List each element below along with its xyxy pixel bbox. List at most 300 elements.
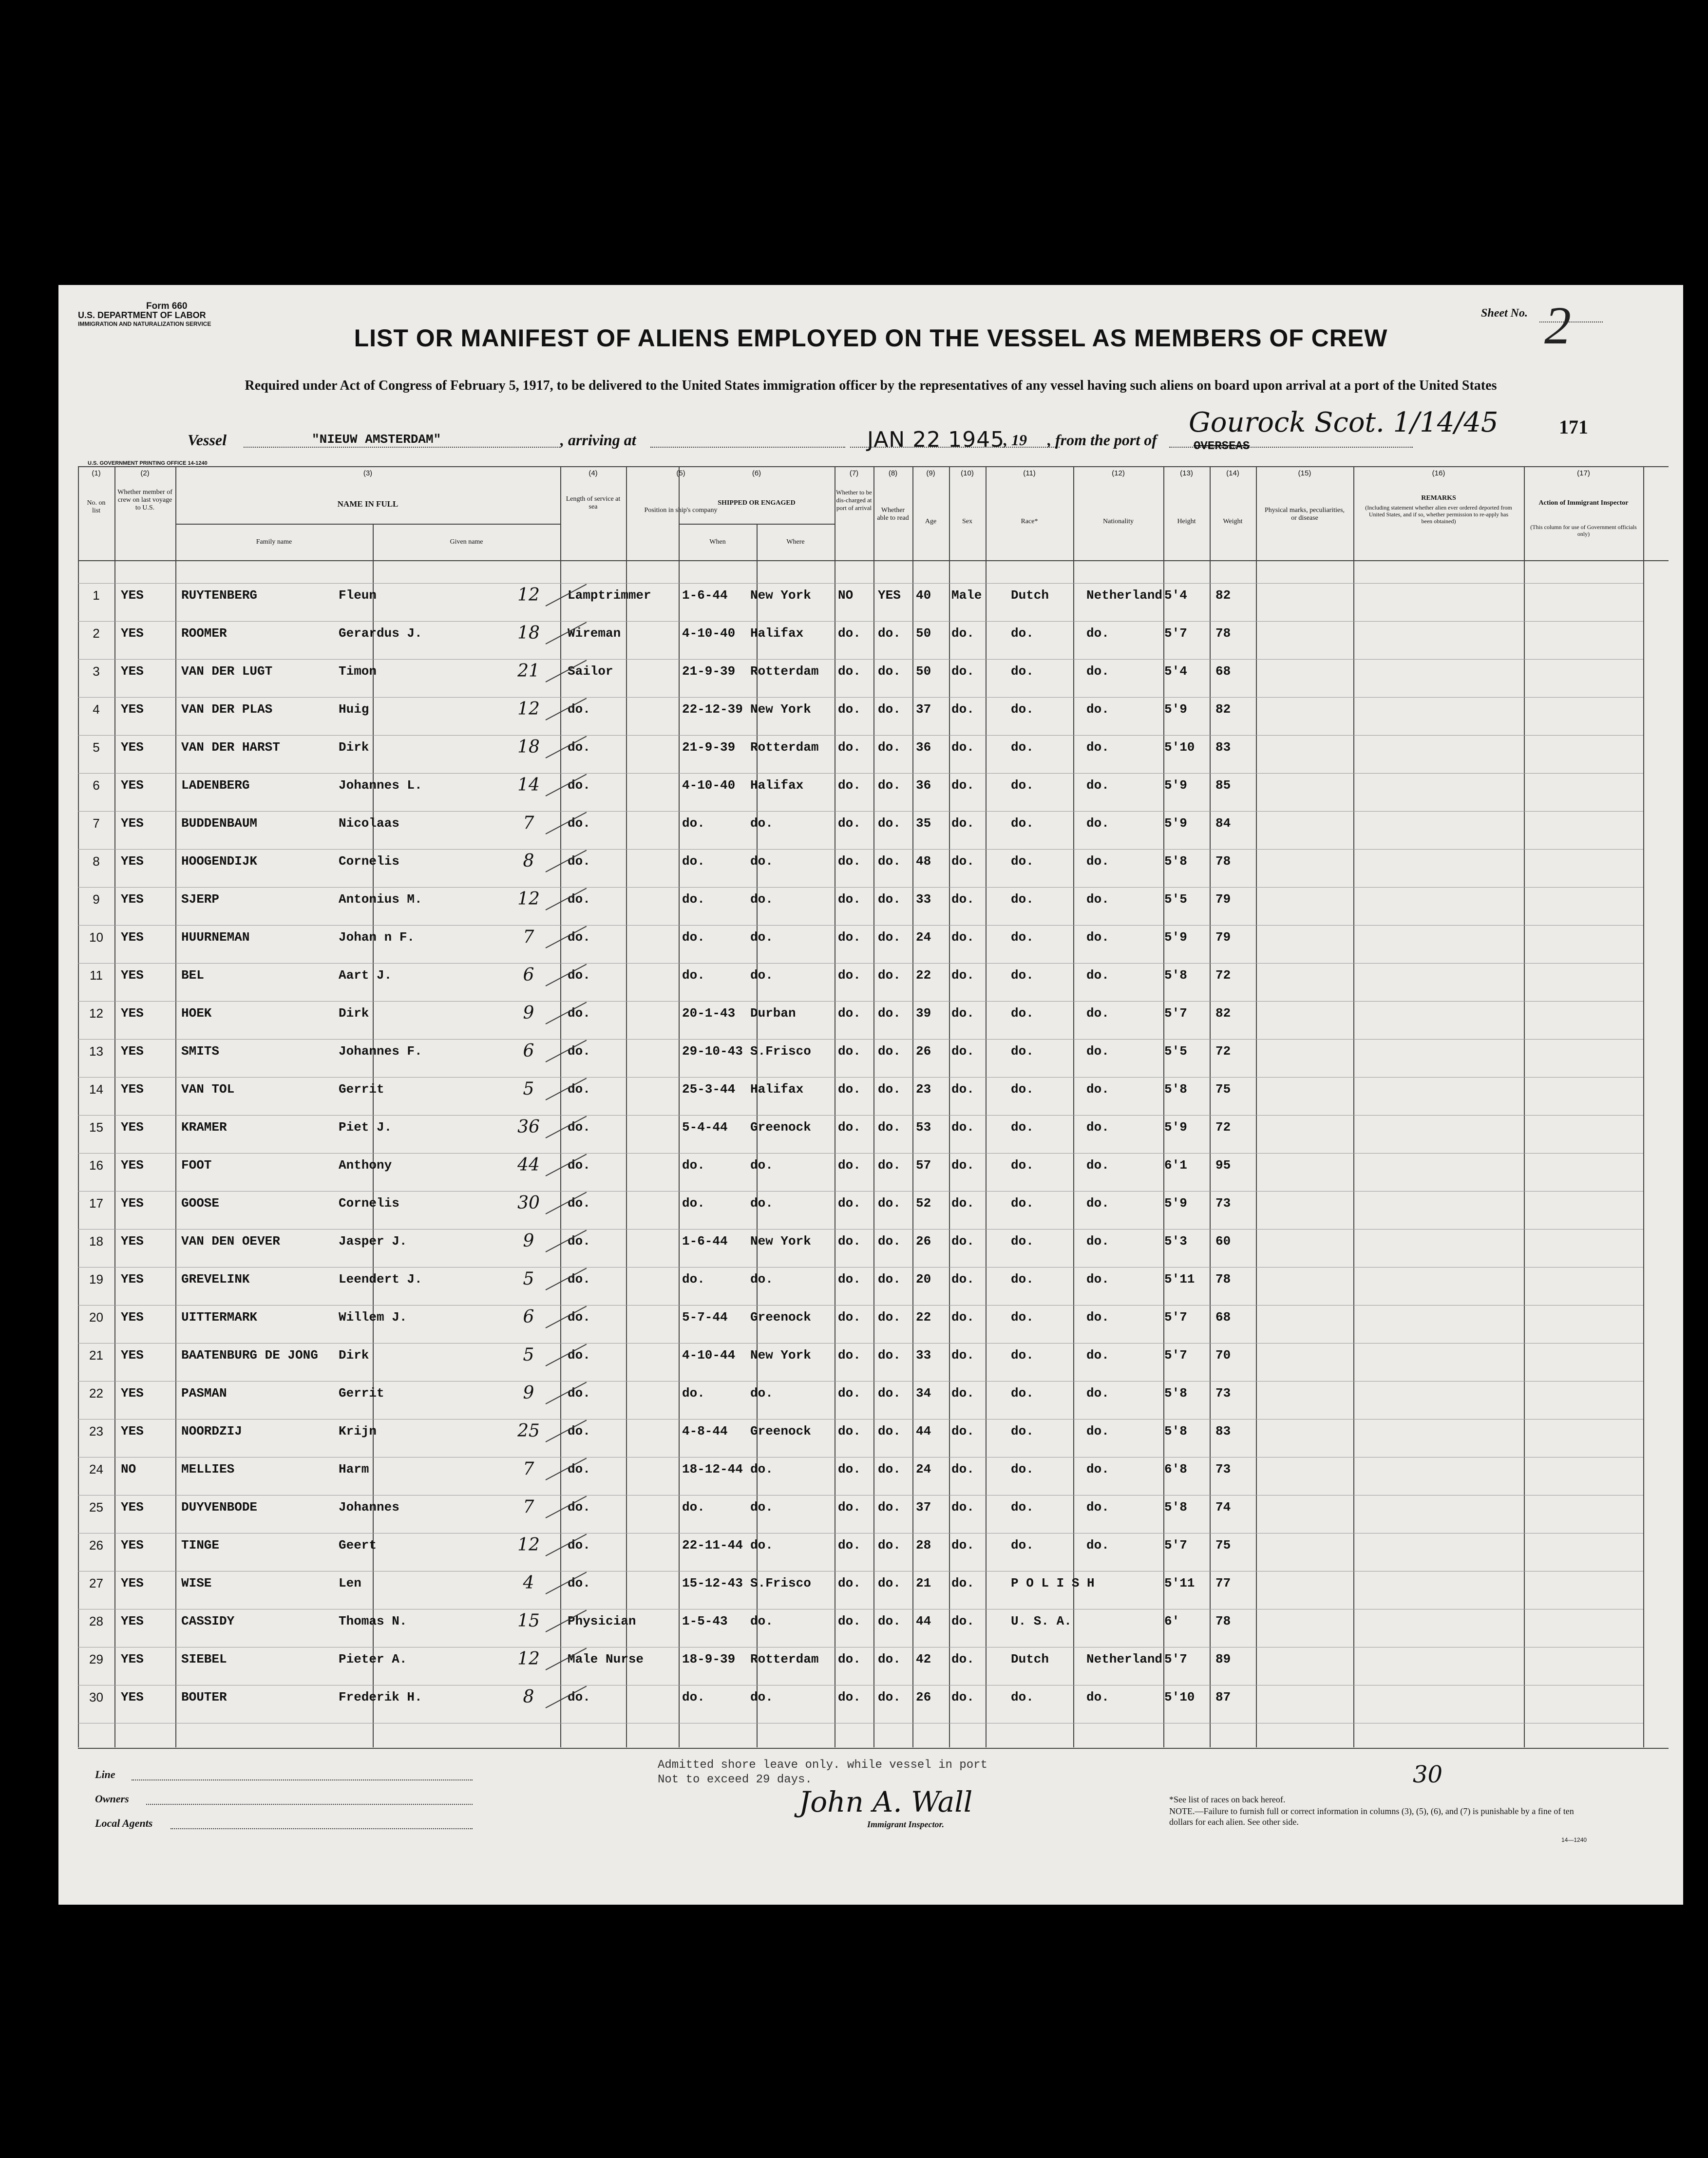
row-rule — [78, 697, 1643, 698]
cell-read: do. — [878, 1234, 901, 1249]
cell-race: do. — [1011, 1272, 1034, 1287]
cell-disch: do. — [838, 664, 861, 679]
row-rule — [78, 659, 1643, 660]
cell-where: Halifax — [750, 1082, 804, 1097]
cell-weight: 78 — [1215, 1614, 1231, 1628]
cell-age: 36 — [916, 740, 931, 755]
cell-when: 4-10-44 — [682, 1348, 736, 1363]
col14-num: (14) — [1226, 469, 1239, 477]
col1-num: (1) — [92, 469, 101, 477]
cell-height: 5'9 — [1164, 930, 1187, 945]
col17-subheader: (This column for use of Government officials only) — [1530, 524, 1637, 537]
cell-service: 12 — [517, 699, 540, 719]
cell-height: 5'8 — [1164, 1500, 1187, 1514]
cell-disch: do. — [838, 626, 861, 641]
cell-age: 24 — [916, 1462, 931, 1477]
col4-header: Length of service at sea — [566, 495, 621, 511]
cell-position: do. — [568, 1500, 590, 1514]
total-count: 30 — [1413, 1761, 1443, 1788]
cell-height: 5'7 — [1164, 1006, 1187, 1021]
cell-family: CASSIDY — [181, 1614, 235, 1628]
cell-height: 5'9 — [1164, 1196, 1187, 1211]
cell-race: Dutch — [1011, 588, 1049, 603]
cell-race: do. — [1011, 778, 1034, 793]
cell-when: do. — [682, 892, 705, 907]
cell-family: HOEK — [181, 1006, 212, 1021]
column-divider — [175, 466, 176, 1747]
cell-weight: 75 — [1215, 1082, 1231, 1097]
cell-crew: YES — [121, 1348, 144, 1363]
cell-race: do. — [1011, 1234, 1034, 1249]
cell-read: do. — [878, 1006, 901, 1021]
cell-age: 20 — [916, 1272, 931, 1287]
cell-weight: 89 — [1215, 1652, 1231, 1666]
cell-where: do. — [750, 854, 773, 869]
cell-where: Rotterdam — [750, 740, 819, 755]
cell-race: do. — [1011, 816, 1034, 831]
row-rule — [78, 583, 1643, 584]
cell-nat: do. — [1086, 968, 1109, 983]
cell-no: 14 — [89, 1082, 103, 1097]
cell-age: 57 — [916, 1158, 931, 1173]
cell-sex: do. — [951, 1538, 974, 1552]
cell-weight: 72 — [1215, 968, 1231, 983]
cell-where: Halifax — [750, 626, 804, 641]
cell-when: 21-9-39 — [682, 740, 736, 755]
cell-when: 25-3-44 — [682, 1082, 736, 1097]
col11-header: Race* — [1021, 518, 1038, 525]
cell-where: do. — [750, 968, 773, 983]
cell-race: do. — [1011, 1462, 1034, 1477]
cell-family: GREVELINK — [181, 1272, 250, 1287]
cell-where: Rotterdam — [750, 664, 819, 679]
cell-family: SJERP — [181, 892, 220, 907]
column-divider — [114, 466, 115, 1747]
cell-sex: do. — [951, 778, 974, 793]
vessel-label: Vessel — [188, 431, 227, 449]
cell-age: 39 — [916, 1006, 931, 1021]
row-rule — [78, 1191, 1643, 1192]
col3-family-header: Family name — [256, 538, 292, 546]
cell-height: 5'10 — [1164, 1690, 1195, 1704]
cell-nat: do. — [1086, 702, 1109, 717]
cell-service: 8 — [523, 851, 534, 871]
cell-family: BEL — [181, 968, 204, 983]
cell-height: 5'7 — [1164, 1310, 1187, 1325]
row-rule — [78, 849, 1643, 850]
cell-disch: do. — [838, 892, 861, 907]
cell-nat: do. — [1086, 930, 1109, 945]
cell-read: do. — [878, 968, 901, 983]
cell-given: Gerrit — [339, 1386, 384, 1401]
cell-service: 7 — [523, 1497, 534, 1517]
cell-height: 5'11 — [1164, 1576, 1195, 1590]
col6-num: (6) — [752, 469, 761, 477]
cell-race: P O L I S H — [1011, 1576, 1095, 1590]
cell-crew: YES — [121, 816, 144, 831]
cell-read: do. — [878, 1044, 901, 1059]
cell-service: 44 — [517, 1155, 540, 1175]
col7-num: (7) — [849, 469, 859, 477]
cell-when: do. — [682, 1158, 705, 1173]
cell-race: do. — [1011, 1044, 1034, 1059]
cell-position: do. — [568, 1196, 590, 1211]
cell-read: do. — [878, 1348, 901, 1363]
row-rule — [78, 963, 1643, 964]
cell-where: do. — [750, 816, 773, 831]
cell-given: Dirk — [339, 1006, 369, 1021]
line-label: Line — [95, 1768, 115, 1780]
cell-race: do. — [1011, 968, 1034, 983]
cell-family: BUDDENBAUM — [181, 816, 258, 831]
cell-disch: do. — [838, 1196, 861, 1211]
column-divider — [949, 466, 950, 1747]
cell-crew: YES — [121, 1652, 144, 1666]
cell-when: do. — [682, 1500, 705, 1514]
cell-when: 18-9-39 — [682, 1652, 736, 1666]
cell-when: 4-10-40 — [682, 626, 736, 641]
cell-nat: do. — [1086, 1082, 1109, 1097]
cell-age: 50 — [916, 626, 931, 641]
cell-weight: 82 — [1215, 588, 1231, 603]
cell-when: 4-10-40 — [682, 778, 736, 793]
cell-no: 6 — [93, 778, 100, 793]
cell-read: do. — [878, 664, 901, 679]
cell-crew: YES — [121, 664, 144, 679]
cell-family: UITTERMARK — [181, 1310, 258, 1325]
service-name: IMMIGRATION AND NATURALIZATION SERVICE — [78, 321, 211, 327]
cell-when: 1-6-44 — [682, 588, 728, 603]
col4-num: (4) — [588, 469, 598, 477]
cell-nat: do. — [1086, 664, 1109, 679]
cell-age: 44 — [916, 1424, 931, 1439]
col5-num: (5) — [676, 469, 685, 477]
col2-header: Whether member of crew on last voyage to U.S. — [117, 489, 172, 511]
sheet-label: Sheet No. — [1481, 307, 1528, 320]
cell-sex: do. — [951, 1310, 974, 1325]
cell-family: NOORDZIJ — [181, 1424, 242, 1439]
cell-height: 5'3 — [1164, 1234, 1187, 1249]
cell-race: do. — [1011, 1348, 1034, 1363]
cell-height: 6'8 — [1164, 1462, 1187, 1477]
cell-weight: 79 — [1215, 930, 1231, 945]
cell-nat: do. — [1086, 854, 1109, 869]
cell-read: do. — [878, 1082, 901, 1097]
col8-header: Whether able to read — [877, 507, 909, 522]
cell-no: 16 — [89, 1158, 103, 1173]
cell-race: Dutch — [1011, 1652, 1049, 1666]
cell-when: 4-8-44 — [682, 1424, 728, 1439]
cell-given: Antonius M. — [339, 892, 422, 907]
cell-disch: do. — [838, 1424, 861, 1439]
cell-crew: YES — [121, 740, 144, 755]
cell-sex: do. — [951, 1500, 974, 1514]
admitted-stamp-line2: Not to exceed 29 days. — [658, 1773, 812, 1786]
cell-crew: YES — [121, 1310, 144, 1325]
manifest-sheet — [58, 285, 1683, 1905]
cell-given: Geert — [339, 1538, 377, 1552]
cell-weight: 78 — [1215, 626, 1231, 641]
cell-race: do. — [1011, 892, 1034, 907]
cell-race: do. — [1011, 626, 1034, 641]
cell-family: SIEBEL — [181, 1652, 227, 1666]
cell-where: do. — [750, 1690, 773, 1704]
col14-header: Weight — [1223, 518, 1243, 525]
cell-no: 30 — [89, 1690, 103, 1704]
cell-service: 18 — [517, 737, 540, 757]
cell-position: Physician — [568, 1614, 636, 1628]
cell-race: do. — [1011, 1196, 1034, 1211]
cell-position: do. — [568, 1462, 590, 1477]
row-rule — [78, 1153, 1643, 1154]
cell-service: 7 — [523, 927, 534, 947]
cell-position: do. — [568, 1348, 590, 1363]
cell-crew: YES — [121, 702, 144, 717]
column-divider — [626, 466, 627, 1747]
cell-weight: 74 — [1215, 1500, 1231, 1514]
cell-sex: Male — [951, 588, 982, 603]
column-divider — [1643, 466, 1644, 1747]
cell-nat: do. — [1086, 1500, 1109, 1514]
cell-where: do. — [750, 1538, 773, 1552]
cell-race: do. — [1011, 702, 1034, 717]
cell-age: 26 — [916, 1690, 931, 1704]
cell-age: 34 — [916, 1386, 931, 1401]
cell-nat: do. — [1086, 1044, 1109, 1059]
cell-age: 36 — [916, 778, 931, 793]
row-rule — [78, 811, 1643, 812]
cell-disch: do. — [838, 1082, 861, 1097]
cell-no: 17 — [89, 1196, 103, 1211]
cell-weight: 68 — [1215, 1310, 1231, 1325]
cell-sex: do. — [951, 1348, 974, 1363]
cell-position: do. — [568, 892, 590, 907]
cell-age: 22 — [916, 968, 931, 983]
col17-num: (17) — [1577, 469, 1590, 477]
cell-crew: YES — [121, 1120, 144, 1135]
cell-sex: do. — [951, 740, 974, 755]
cell-read: do. — [878, 1500, 901, 1514]
cell-sex: do. — [951, 664, 974, 679]
cell-disch: do. — [838, 1158, 861, 1173]
cell-sex: do. — [951, 816, 974, 831]
cell-height: 5'10 — [1164, 740, 1195, 755]
cell-service: 9 — [523, 1231, 534, 1251]
page-subtitle: Required under Act of Congress of February 5, 1917, to be delivered to the United States immigration officer by the representatives of any vessel having such aliens on board upon arrival at a port of the United States — [245, 378, 1497, 393]
cell-disch: do. — [838, 740, 861, 755]
cell-race: do. — [1011, 1500, 1034, 1514]
row-rule — [78, 1001, 1643, 1002]
cell-sex: do. — [951, 892, 974, 907]
cell-family: HUURNEMAN — [181, 930, 250, 945]
cell-race: do. — [1011, 1158, 1034, 1173]
cell-position: do. — [568, 1006, 590, 1021]
cell-nat: do. — [1086, 1348, 1109, 1363]
col13-num: (13) — [1180, 469, 1193, 477]
cell-service: 15 — [517, 1611, 540, 1631]
cell-sex: do. — [951, 1424, 974, 1439]
cell-read: YES — [878, 588, 901, 603]
cell-disch: do. — [838, 1538, 861, 1552]
cell-given: Dirk — [339, 740, 369, 755]
cell-given: Krijn — [339, 1424, 377, 1439]
cell-weight: 83 — [1215, 740, 1231, 755]
cell-crew: YES — [121, 778, 144, 793]
cell-no: 21 — [89, 1348, 103, 1363]
cell-weight: 95 — [1215, 1158, 1231, 1173]
cell-nat: do. — [1086, 1462, 1109, 1477]
cell-read: do. — [878, 1158, 901, 1173]
col11-num: (11) — [1023, 469, 1036, 477]
cell-disch: NO — [838, 588, 854, 603]
cell-race: do. — [1011, 1082, 1034, 1097]
cell-service: 7 — [523, 813, 534, 833]
cell-read: do. — [878, 1614, 901, 1628]
cell-sex: do. — [951, 854, 974, 869]
cell-where: New York — [750, 588, 811, 603]
cell-height: 5'4 — [1164, 588, 1187, 603]
cell-no: 5 — [93, 740, 100, 755]
cell-given: Anthony — [339, 1158, 392, 1173]
cell-crew: YES — [121, 1234, 144, 1249]
cell-age: 22 — [916, 1310, 931, 1325]
cell-height: 5'5 — [1164, 892, 1187, 907]
row-rule — [78, 1115, 1643, 1116]
cell-sex: do. — [951, 1120, 974, 1135]
cell-height: 5'7 — [1164, 626, 1187, 641]
cell-disch: do. — [838, 1044, 861, 1059]
col1-header: No. on list — [87, 499, 106, 514]
cell-crew: YES — [121, 1386, 144, 1401]
cell-height: 5'11 — [1164, 1272, 1195, 1287]
cell-sex: do. — [951, 702, 974, 717]
cell-when: do. — [682, 854, 705, 869]
cell-given: Huig — [339, 702, 369, 717]
cell-read: do. — [878, 1386, 901, 1401]
column-divider — [912, 466, 913, 1747]
cell-read: do. — [878, 702, 901, 717]
cell-family: MELLIES — [181, 1462, 235, 1477]
cell-no: 22 — [89, 1386, 103, 1401]
cell-crew: YES — [121, 968, 144, 983]
cell-where: do. — [750, 892, 773, 907]
cell-no: 23 — [89, 1424, 103, 1439]
cell-where: do. — [750, 1272, 773, 1287]
cell-crew: YES — [121, 1196, 144, 1211]
cell-given: Piet J. — [339, 1120, 392, 1135]
cell-family: VAN DER HARST — [181, 740, 280, 755]
cell-nat: do. — [1086, 1272, 1109, 1287]
col7-header: Whether to be dis-charged at port of arrival — [836, 489, 872, 511]
column-divider — [1073, 466, 1074, 1747]
col2-num: (2) — [140, 469, 150, 477]
cell-height: 6' — [1164, 1614, 1180, 1628]
year-suffix: , 19 — [1004, 431, 1027, 449]
cell-disch: do. — [838, 1234, 861, 1249]
col3-num: (3) — [363, 469, 373, 477]
cell-no: 3 — [93, 664, 100, 679]
cell-no: 9 — [93, 892, 100, 907]
row-rule — [78, 1419, 1643, 1420]
cell-age: 37 — [916, 702, 931, 717]
cell-disch: do. — [838, 1576, 861, 1590]
cell-no: 18 — [89, 1234, 103, 1249]
cell-when: 5-7-44 — [682, 1310, 728, 1325]
cell-disch: do. — [838, 816, 861, 831]
row-rule — [78, 1381, 1643, 1382]
cell-age: 33 — [916, 1348, 931, 1363]
printing-office: U.S. GOVERNMENT PRINTING OFFICE 14-1240 — [88, 460, 208, 466]
cell-weight: 84 — [1215, 816, 1231, 831]
column-divider — [1524, 466, 1525, 1747]
cell-no: 2 — [93, 626, 100, 641]
cell-service: 8 — [523, 1687, 534, 1707]
cell-nat: do. — [1086, 1006, 1109, 1021]
cell-sex: do. — [951, 1576, 974, 1590]
cell-no: 1 — [93, 588, 100, 603]
cell-no: 8 — [93, 854, 100, 869]
row-rule — [78, 1457, 1643, 1458]
cell-nat: do. — [1086, 1424, 1109, 1439]
cell-weight: 73 — [1215, 1196, 1231, 1211]
cell-age: 28 — [916, 1538, 931, 1552]
cell-position: do. — [568, 1310, 590, 1325]
cell-where: do. — [750, 1500, 773, 1514]
cell-read: do. — [878, 930, 901, 945]
cell-where: New York — [750, 1234, 811, 1249]
cell-height: 5'8 — [1164, 854, 1187, 869]
cell-where: S.Frisco — [750, 1044, 811, 1059]
cell-disch: do. — [838, 778, 861, 793]
cell-given: Cornelis — [339, 854, 399, 869]
cell-height: 5'4 — [1164, 664, 1187, 679]
cell-service: 12 — [517, 1535, 540, 1555]
cell-crew: YES — [121, 1690, 144, 1704]
cell-height: 5'8 — [1164, 1386, 1187, 1401]
cell-family: VAN DER LUGT — [181, 664, 273, 679]
cell-where: do. — [750, 1386, 773, 1401]
cell-given: Aart J. — [339, 968, 392, 983]
col6-header: SHIPPED OR ENGAGED — [718, 499, 796, 507]
cell-height: 5'8 — [1164, 1424, 1187, 1439]
cell-crew: YES — [121, 1082, 144, 1097]
cell-when: 21-9-39 — [682, 664, 736, 679]
cell-service: 21 — [517, 661, 540, 681]
cell-race: do. — [1011, 854, 1034, 869]
cell-when: do. — [682, 930, 705, 945]
cell-no: 12 — [89, 1006, 103, 1021]
col3-header: NAME IN FULL — [337, 499, 399, 509]
cell-family: BOUTER — [181, 1690, 227, 1704]
cell-position: Lamptrimmer — [568, 588, 651, 603]
cell-family: LADENBERG — [181, 778, 250, 793]
cell-age: 42 — [916, 1652, 931, 1666]
cell-height: 5'9 — [1164, 702, 1187, 717]
cell-height: 5'9 — [1164, 778, 1187, 793]
cell-read: do. — [878, 1272, 901, 1287]
cell-service: 7 — [523, 1459, 534, 1479]
cell-family: TINGE — [181, 1538, 220, 1552]
cell-sex: do. — [951, 1386, 974, 1401]
cell-where: do. — [750, 1158, 773, 1173]
cell-position: do. — [568, 1082, 590, 1097]
col5-header: Position in ship's company — [644, 507, 718, 514]
cell-position: do. — [568, 1044, 590, 1059]
cell-when: do. — [682, 1386, 705, 1401]
cell-given: Frederik H. — [339, 1690, 422, 1704]
row-rule — [78, 621, 1643, 622]
cell-weight: 68 — [1215, 664, 1231, 679]
